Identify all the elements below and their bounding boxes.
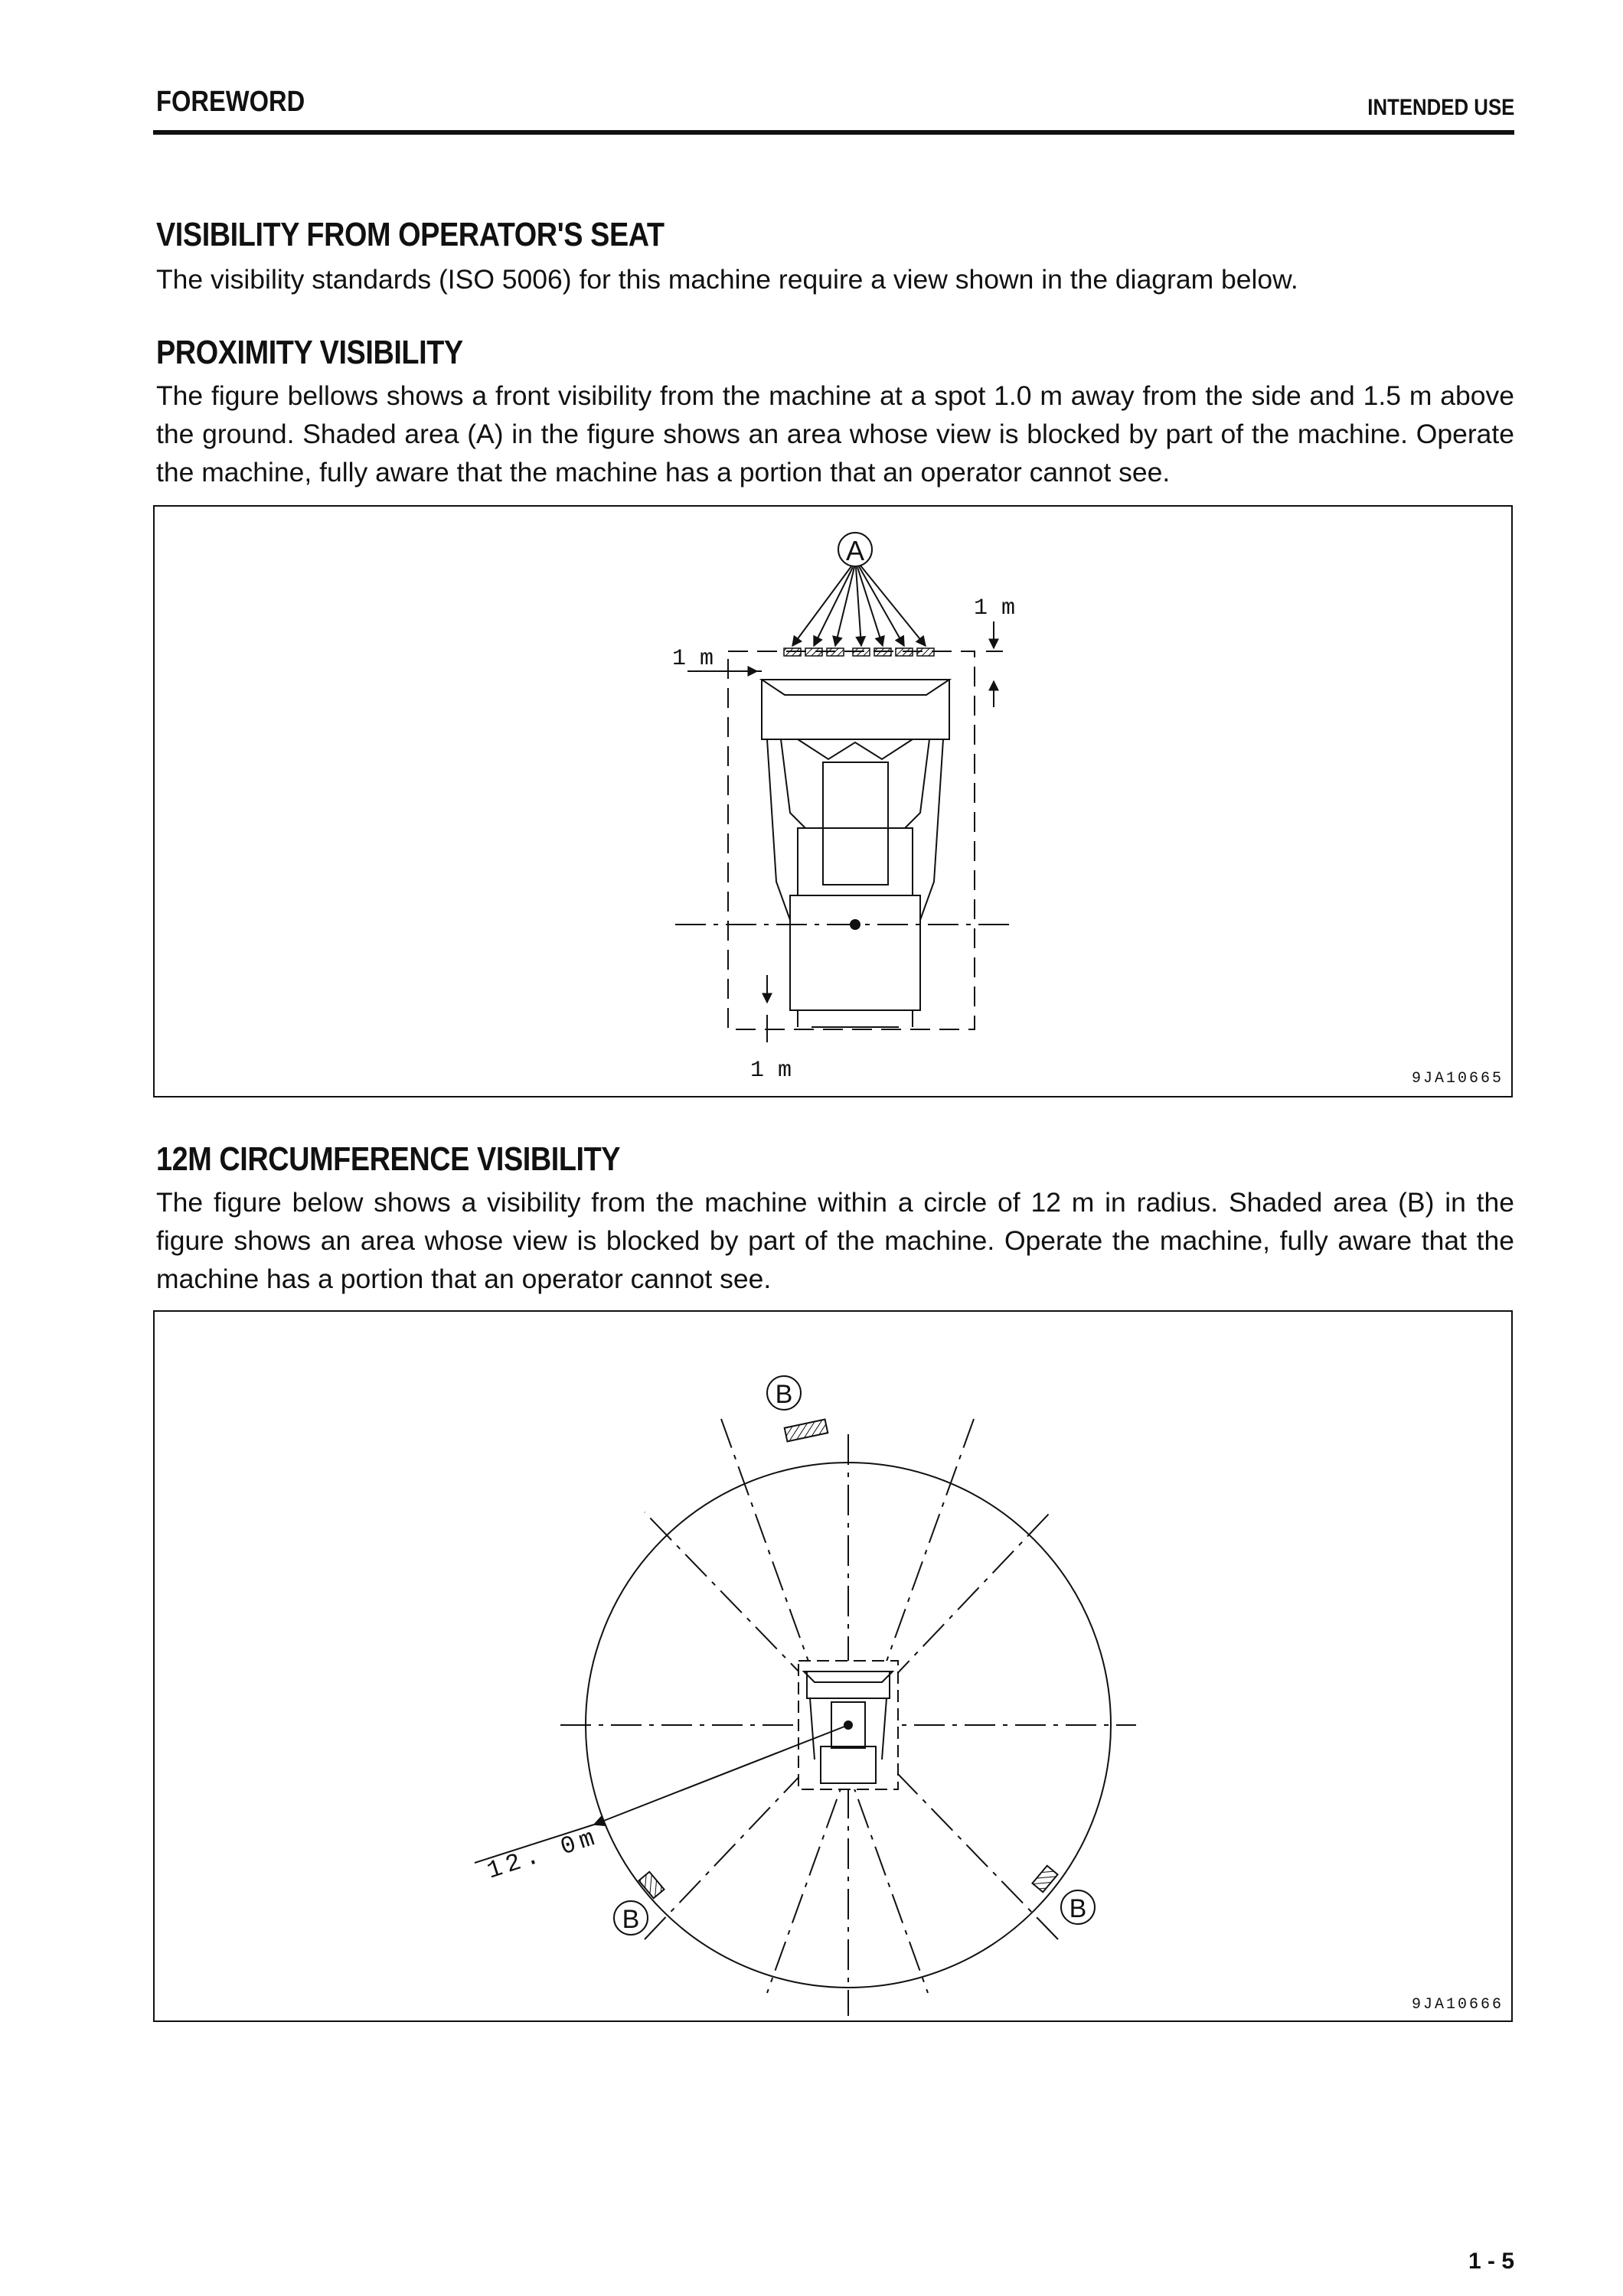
bucket	[762, 680, 949, 739]
proximity-diagram	[155, 507, 1511, 1096]
figure-code: 9JA10665	[1411, 1070, 1504, 1088]
circumference-figure	[153, 1310, 1513, 2022]
callout-b-top-label: B	[775, 1380, 793, 1409]
blocked-area-left	[614, 1872, 665, 1935]
circumference-diagram	[155, 1312, 1511, 2020]
circumference-heading: 12M CIRCUMFERENCE VISIBILITY	[156, 1140, 621, 1178]
callout-b-left-label: B	[622, 1905, 640, 1934]
center-point	[844, 1720, 853, 1730]
proximity-text: The figure bellows shows a front visibility from the machine at a spot 1.0 m away from the side and 1.5 m above the ground. Shaded area (A) in the figure shows an area whose view is blocked by part of the machine. Operate the machine, fully aware that the machine has a portion that an operator cannot see.	[156, 380, 1514, 488]
dim-top-right-label: 1 m	[974, 595, 1016, 621]
visibility-text: The visibility standards (ISO 5006) for this machine require a view shown in the diagram below.	[156, 264, 1298, 295]
operator-point	[850, 919, 860, 930]
proximity-heading: PROXIMITY VISIBILITY	[156, 334, 463, 371]
visibility-heading: VISIBILITY FROM OPERATOR'S SEAT	[156, 216, 665, 253]
header-topic: INTENDED USE	[1367, 95, 1514, 120]
callout-b-right-label: B	[1069, 1894, 1087, 1923]
blocked-areas-a	[784, 648, 934, 656]
proximity-figure	[153, 505, 1513, 1097]
callout-a-label: A	[845, 535, 865, 566]
dim-bottom-label: 1 m	[750, 1058, 792, 1084]
figure-code: 9JA10666	[1411, 1996, 1504, 2014]
linkage-top	[798, 739, 913, 759]
header-rule	[153, 130, 1514, 135]
callout-a-leaders	[792, 566, 926, 646]
linkage	[781, 739, 929, 828]
boom-arms	[767, 739, 943, 920]
blocked-area-top	[767, 1376, 828, 1441]
page-number: 1 - 5	[1468, 2249, 1514, 2274]
dim-left-label: 1 m	[672, 646, 714, 672]
circumference-text: The figure below shows a visibility from the machine within a circle of 12 m in radius. Shaded area (B) in the figure shows an area whose view is blocked by part of the machine. Operate the machine, fully aware that the machine has a portion that an operator cannot see.	[156, 1187, 1514, 1294]
radius-label: 12. 0m	[483, 1822, 603, 1886]
bucket-edge	[762, 680, 949, 695]
front-body	[823, 762, 888, 885]
visibility-boundary	[728, 651, 975, 1029]
rear-body	[790, 895, 920, 1010]
header-section: FOREWORD	[156, 86, 305, 118]
